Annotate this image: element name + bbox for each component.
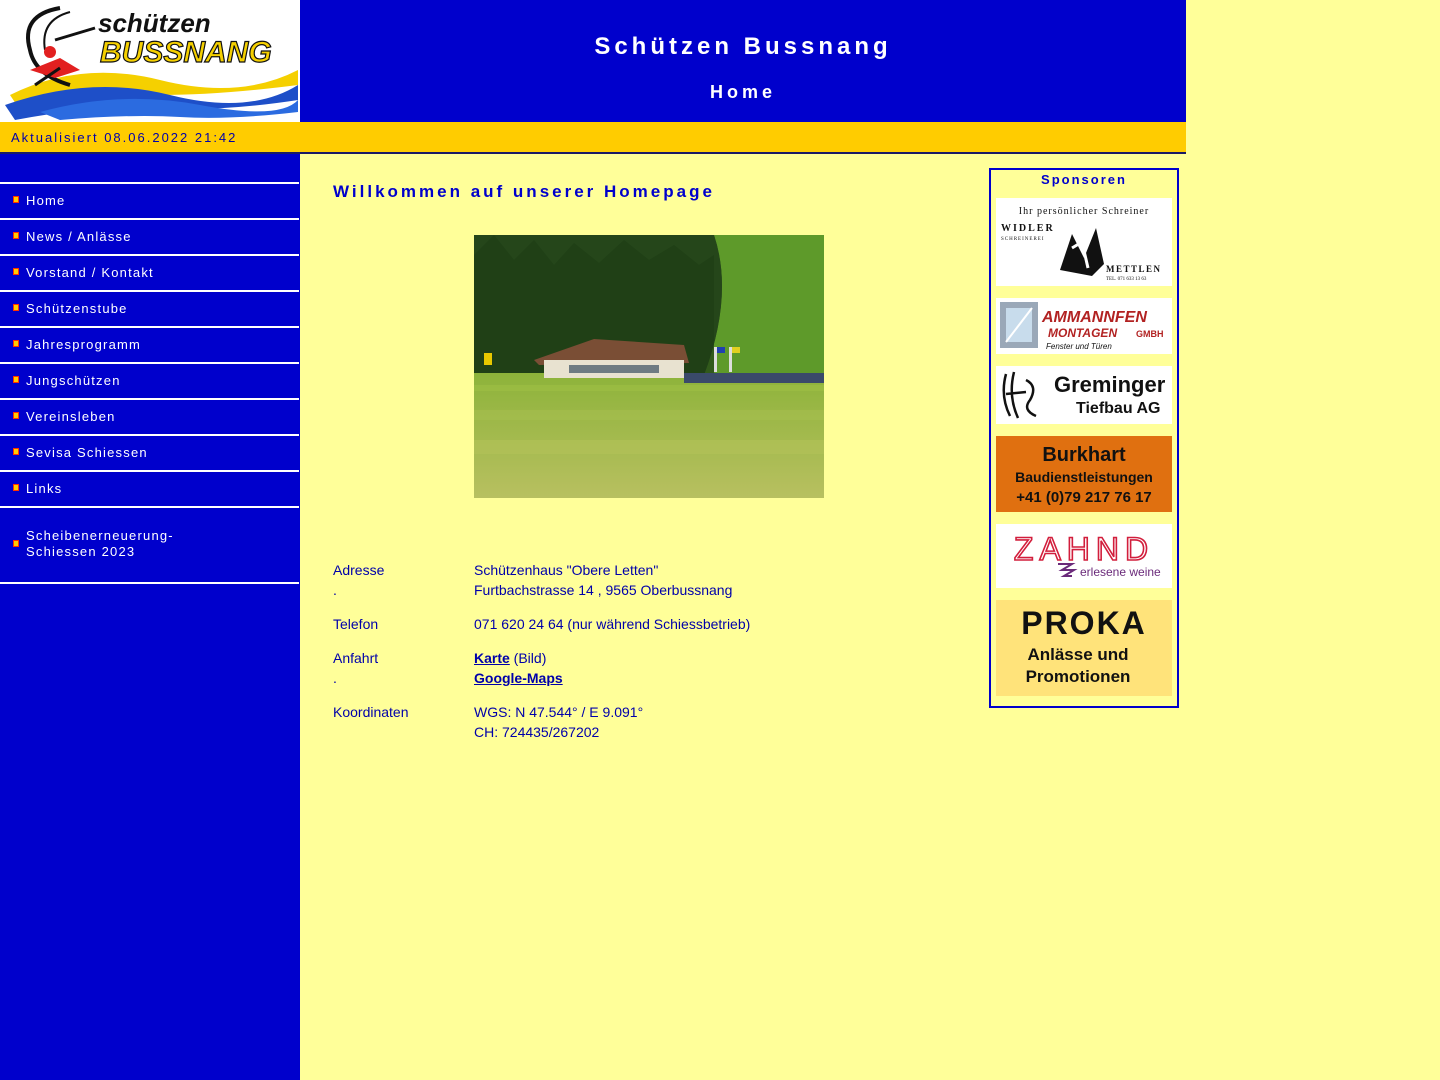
welcome-heading: Willkommen auf unserer Homepage — [333, 182, 715, 201]
nav-label[interactable]: Vereinsleben — [26, 409, 116, 424]
zahnd-line1: ZAHND — [1013, 531, 1155, 567]
header-bar — [300, 0, 1186, 122]
bullet-icon — [13, 484, 19, 491]
nav-divider — [0, 582, 299, 584]
page-heading: Home — [709, 82, 776, 102]
widler-tagline: Ihr persönlicher Schreiner — [1018, 206, 1150, 217]
nav-item-jungschuetzen[interactable] — [0, 362, 299, 398]
sponsor-greminger[interactable] — [996, 366, 1172, 424]
address-line1: Schützenhaus "Obere Letten" — [474, 562, 659, 578]
burkhart-logo — [996, 436, 1172, 512]
site-title: Schützen Bussnang — [594, 33, 892, 60]
bullet-icon — [13, 540, 19, 547]
ammann-line2: MONTAGEN — [1048, 326, 1118, 340]
directions-dot: . — [333, 670, 337, 686]
bullet-icon — [13, 232, 19, 239]
widler-name: WIDLER — [1001, 223, 1055, 234]
nav-item-links[interactable] — [0, 470, 299, 506]
bullet-icon — [13, 448, 19, 455]
burkhart-line3: +41 (0)79 217 76 17 — [1016, 489, 1152, 506]
bullet-icon — [13, 268, 19, 275]
sponsors-title: Sponsoren — [1041, 172, 1127, 187]
google-maps-entry — [474, 668, 563, 688]
proka-line3: Promotionen — [1025, 667, 1131, 686]
phone-label: Telefon — [333, 616, 379, 632]
widler-tel: TEL. 071 633 13 63 — [1106, 277, 1147, 282]
ammann-line1: AMMANNFEN — [1042, 309, 1147, 326]
site-logo[interactable] — [0, 0, 300, 122]
zahnd-logo — [996, 524, 1172, 588]
logo-graphic — [0, 0, 300, 122]
nav-label[interactable]: Home — [26, 193, 66, 208]
sponsor-ammann[interactable] — [996, 298, 1172, 354]
bullet-icon — [13, 412, 19, 419]
logo-top-text: schützen — [98, 8, 211, 38]
sponsor-zahnd[interactable] — [996, 524, 1172, 588]
nav-item-schuetzenstube[interactable] — [0, 290, 299, 326]
sponsors-box — [989, 168, 1179, 708]
greminger-line1: Greminger — [1054, 372, 1166, 397]
nav-item-scheibenerneuerung[interactable] — [0, 506, 299, 582]
nav-label[interactable]: Jungschützen — [26, 373, 121, 388]
phone-value: 071 620 24 64 (nur während Schiessbetrieb) — [474, 616, 751, 632]
map-link[interactable]: Karte — [474, 650, 510, 666]
sponsor-widler[interactable] — [996, 198, 1172, 286]
address-dot: . — [333, 582, 337, 598]
nav-item-vorstand[interactable] — [0, 254, 299, 290]
burkhart-line1: Burkhart — [1042, 444, 1126, 466]
burkhart-line2: Baudienstleistungen — [1015, 469, 1153, 485]
widler-logo — [996, 198, 1172, 286]
proka-logo — [996, 600, 1172, 696]
bullet-icon — [13, 376, 19, 383]
proka-line1: PROKA — [1021, 605, 1147, 641]
greminger-logo — [996, 366, 1172, 424]
ammann-line3: Fenster und Türen — [1046, 342, 1112, 351]
nav-label[interactable]: Links — [26, 481, 63, 496]
nav-label[interactable] — [26, 528, 226, 560]
sponsor-burkhart[interactable] — [996, 436, 1172, 512]
greminger-line2: Tiefbau AG — [1076, 400, 1161, 417]
widler-place: METTLEN — [1106, 264, 1162, 274]
nav-label[interactable]: Jahresprogramm — [26, 337, 142, 352]
address-line2: Furtbachstrasse 14 , 9565 Oberbussnang — [474, 582, 733, 598]
clubhouse-photo-graphic — [474, 235, 824, 498]
directions-label: Anfahrt — [333, 650, 379, 666]
bullet-icon — [13, 340, 19, 347]
proka-line2: Anlässe und — [1027, 645, 1129, 664]
widler-sub: SCHREINEREI — [1001, 237, 1045, 242]
update-bar — [0, 122, 1186, 154]
nav-label[interactable]: Schützenstube — [26, 301, 128, 316]
bullet-icon — [13, 196, 19, 203]
clubhouse-photo — [474, 235, 824, 498]
coordinates-wgs: WGS: N 47.544° / E 9.091° — [474, 704, 644, 720]
nav-label[interactable]: News / Anlässe — [26, 229, 132, 244]
coordinates-ch: CH: 724435/267202 — [474, 724, 600, 740]
bullet-icon — [13, 304, 19, 311]
nav-label-line1: Scheibenerneuerung- — [26, 528, 174, 543]
nav-item-jahresprogramm[interactable] — [0, 326, 299, 362]
map-suffix: (Bild) — [509, 650, 547, 666]
sponsor-proka[interactable] — [996, 600, 1172, 696]
nav-menu — [0, 182, 299, 584]
nav-item-home[interactable] — [0, 182, 299, 218]
zahnd-line2: erlesene weine — [1080, 565, 1161, 579]
ammann-logo — [996, 298, 1172, 354]
nav-label-line2: Schiessen 2023 — [26, 544, 136, 559]
google-maps-link[interactable]: Google-Maps — [474, 670, 563, 686]
address-label: Adresse — [333, 562, 385, 578]
logo-bottom-text: BUSSNANG — [100, 36, 272, 69]
coordinates-label: Koordinaten — [333, 704, 409, 720]
nav-label[interactable]: Vorstand / Kontakt — [26, 265, 154, 280]
last-updated-text: Aktualisiert 08.06.2022 21:42 — [11, 130, 238, 145]
ammann-gmbh: GMBH — [1136, 329, 1164, 339]
nav-item-vereinsleben[interactable] — [0, 398, 299, 434]
nav-label[interactable]: Sevisa Schiessen — [26, 445, 148, 460]
nav-item-sevisa[interactable] — [0, 434, 299, 470]
map-entry — [474, 648, 546, 668]
sidebar — [0, 154, 300, 1080]
nav-item-news[interactable] — [0, 218, 299, 254]
